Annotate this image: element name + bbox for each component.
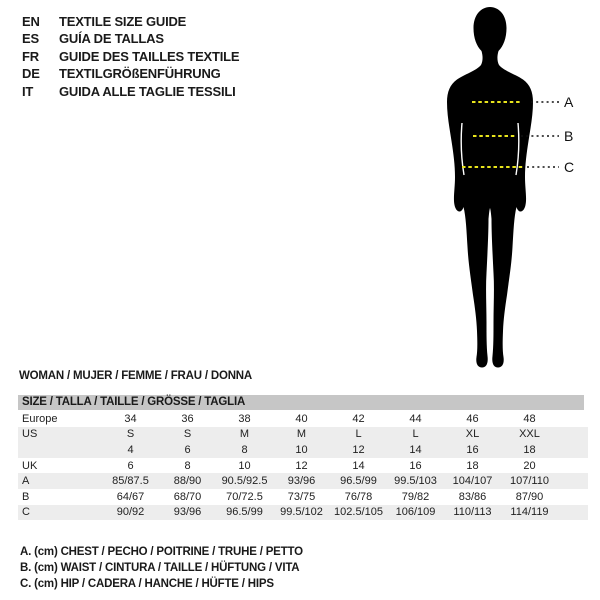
size-cell: 70/72.5 [226, 490, 263, 503]
size-cell: 83/86 [458, 490, 487, 503]
size-cell: 38 [238, 412, 251, 425]
size-cell: 104/107 [452, 475, 493, 488]
size-cell: 48 [523, 412, 536, 425]
table-row-hip [18, 505, 588, 521]
table-row-us-numbers [18, 442, 588, 458]
language-code: FR [22, 48, 39, 64]
row-label: B [22, 490, 30, 503]
size-cell: 4 [127, 443, 134, 456]
filler-cell [558, 473, 588, 489]
size-cell: 8 [184, 459, 191, 472]
language-code: EN [22, 14, 40, 29]
size-cell: 99.5/103 [394, 475, 437, 488]
filler-cell [558, 411, 588, 427]
language-row [22, 83, 239, 100]
size-cell: 107/110 [510, 475, 549, 488]
size-table-header: SIZE / TALLA / TAILLE / GRÖSSE / TAGLIA [18, 395, 584, 410]
size-cell: 99.5/102 [280, 506, 323, 519]
size-cell: 20 [523, 459, 536, 472]
language-title: TEXTILGRÖßENFÜHRUNG [59, 66, 221, 82]
size-cell: 102.5/105 [334, 506, 383, 519]
size-cell: 8 [241, 443, 248, 456]
marker-label-a: A [564, 94, 574, 110]
measurement-figure [410, 0, 600, 375]
legend-line-chest: A. (cm) CHEST / PECHO / POITRINE / TRUHE / PETTO [20, 546, 303, 558]
size-cell: 96.5/99 [340, 475, 377, 488]
legend-line-waist: B. (cm) WAIST / CINTURA / TAILLE / HÜFTUNG / VITA [20, 562, 300, 575]
size-cell: 73/75 [287, 490, 316, 503]
size-cell: 6 [127, 459, 134, 472]
row-label [18, 442, 102, 458]
language-row [22, 13, 239, 30]
size-cell: 10 [238, 459, 251, 472]
size-cell: 90/92 [116, 506, 145, 519]
language-code: ES [22, 31, 39, 47]
size-cell: 114/119 [510, 506, 549, 519]
language-row [22, 65, 239, 82]
size-cell: 18 [523, 443, 536, 456]
size-cell: 110/113 [453, 506, 492, 519]
marker-label-c: C [564, 159, 575, 175]
size-cell: 93/96 [173, 506, 202, 519]
measurement-legend [20, 544, 303, 593]
language-row [22, 30, 239, 47]
row-label: C [22, 506, 30, 519]
size-cell: L [355, 428, 362, 441]
size-table-grid [18, 411, 588, 520]
size-cell: S [183, 428, 192, 441]
size-cell: 68/70 [173, 490, 202, 503]
size-cell: 14 [409, 443, 422, 456]
size-cell: 44 [409, 412, 422, 425]
language-code: IT [22, 83, 34, 99]
size-cell: 16 [466, 443, 479, 456]
row-label: US [22, 428, 38, 441]
size-table [18, 395, 584, 520]
size-cell: 10 [295, 443, 308, 456]
size-cell: 96.5/99 [226, 506, 263, 519]
legend-line-hip: C. (cm) HIP / CADERA / HANCHE / HÜFTE / HIPS [20, 578, 274, 591]
size-cell: L [412, 428, 419, 441]
size-cell: XL [465, 428, 480, 441]
size-cell: 12 [295, 459, 308, 472]
woman-silhouette-figure [410, 0, 600, 375]
table-row-uk [18, 458, 588, 474]
size-cell: XXL [519, 428, 540, 441]
woman-silhouette [447, 7, 533, 368]
row-label: A [22, 475, 30, 488]
size-cell: 106/109 [395, 506, 436, 519]
size-cell: 88/90 [173, 475, 202, 488]
size-cell: 87/90 [515, 490, 544, 503]
size-cell: M [296, 428, 307, 441]
size-cell: M [239, 428, 250, 441]
table-row-europe [18, 411, 588, 427]
size-cell: 6 [184, 443, 191, 456]
size-cell: S [126, 428, 135, 441]
filler-cell [558, 442, 588, 458]
size-cell: 93/96 [287, 475, 316, 488]
table-row-chest [18, 473, 588, 489]
language-row [22, 48, 239, 65]
size-cell: 40 [295, 412, 308, 425]
language-title: GUIDA ALLE TAGLIE TESSILI [59, 83, 236, 99]
language-title: TEXTILE SIZE GUIDE [59, 14, 187, 29]
size-cell: 85/87.5 [112, 475, 149, 488]
filler-cell [558, 458, 588, 474]
size-cell: 36 [181, 412, 194, 425]
table-row-us-letters [18, 427, 588, 443]
size-cell: 79/82 [401, 490, 430, 503]
language-title: GUIDE DES TAILLES TEXTILE [59, 48, 240, 64]
size-cell: 64/67 [116, 490, 145, 503]
section-title: WOMAN / MUJER / FEMME / FRAU / DONNA [19, 370, 253, 382]
filler-cell [558, 427, 588, 443]
language-guide-block [22, 13, 239, 100]
size-cell: 46 [466, 412, 479, 425]
marker-label-b: B [564, 128, 574, 144]
filler-cell [558, 505, 588, 521]
size-cell: 18 [466, 459, 479, 472]
language-code: DE [22, 66, 40, 82]
table-row-waist [18, 489, 588, 505]
size-cell: 12 [352, 443, 365, 456]
language-title: GUÍA DE TALLAS [59, 31, 164, 47]
size-cell: 90.5/92.5 [221, 475, 268, 488]
size-cell: 16 [409, 459, 422, 472]
size-cell: 34 [124, 412, 137, 425]
size-cell: 14 [352, 459, 365, 472]
size-cell: 76/78 [344, 490, 373, 503]
size-cell: 42 [352, 412, 365, 425]
row-label: Europe [22, 412, 58, 425]
filler-cell [558, 489, 588, 505]
row-label: UK [22, 459, 38, 472]
